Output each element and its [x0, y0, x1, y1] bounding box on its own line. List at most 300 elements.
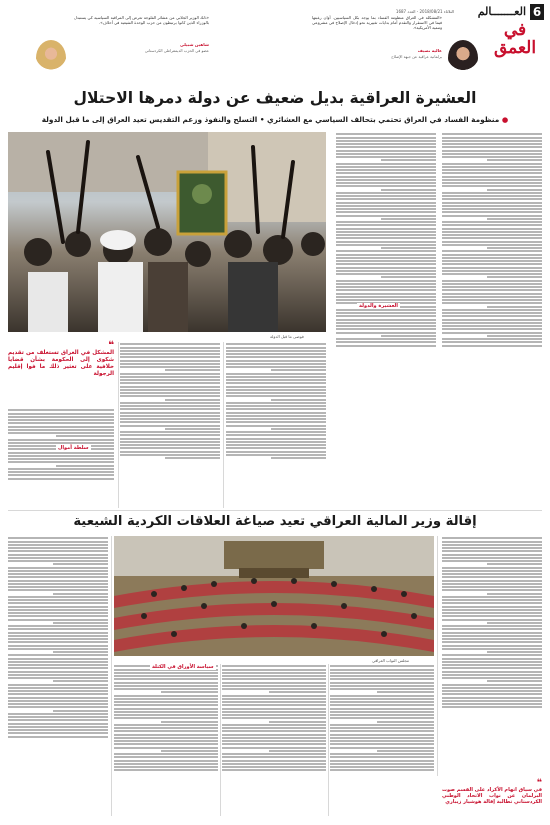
text-line [330, 685, 434, 687]
pullquote-1-text: المشكل في العراق تستغلف من تقديم شكوى إلى الحكومة بشأن قضايا خلافية على تعثير ذلك ما فوا إقليم الرجولة [8, 350, 114, 377]
text-line [336, 260, 436, 262]
text-line [442, 684, 542, 686]
text-line [226, 431, 326, 433]
text-line [336, 319, 436, 321]
text-line [330, 766, 434, 768]
text-line [114, 695, 218, 697]
text-line [442, 589, 542, 591]
text-line [442, 641, 542, 643]
text-line [8, 409, 114, 411]
text-line [336, 169, 436, 171]
text-line [442, 554, 542, 556]
pullquote-1 [8, 342, 114, 378]
text-line [442, 215, 542, 217]
text-line [336, 341, 436, 343]
text-line [442, 338, 542, 340]
text-line [381, 159, 436, 161]
text-line [222, 669, 326, 671]
section-word-1: في [503, 20, 527, 40]
text-line [226, 425, 326, 427]
text-line [8, 576, 108, 578]
text-line [336, 312, 436, 314]
text-line [114, 682, 218, 684]
text-line [442, 661, 542, 663]
text-line [336, 192, 436, 194]
text-line [8, 413, 114, 415]
text-line [442, 143, 542, 145]
text-line [120, 366, 220, 368]
text-line [120, 360, 220, 362]
text-line [442, 150, 542, 152]
text-line [336, 332, 436, 334]
text-line [330, 672, 434, 674]
text-line [336, 198, 436, 200]
text-line [226, 444, 326, 446]
text-line [442, 315, 542, 317]
text-line [442, 602, 542, 604]
text-line [53, 622, 108, 624]
text-line [442, 169, 542, 171]
text-line [120, 363, 220, 365]
text-line [442, 312, 542, 314]
text-line [442, 596, 542, 598]
section-heading-2: سلطة أموال [58, 445, 89, 451]
second-body-column-4 [114, 664, 218, 816]
text-line [442, 273, 542, 275]
text-line [120, 376, 220, 378]
text-line [442, 299, 542, 301]
text-line [222, 724, 326, 726]
second-body-column-1 [442, 536, 542, 776]
second-body-column-2 [330, 664, 434, 816]
text-line [336, 338, 436, 340]
section-title [486, 22, 544, 57]
text-line [442, 677, 542, 679]
text-line [8, 442, 114, 444]
text-line [336, 133, 436, 135]
text-line [381, 247, 436, 249]
text-line [56, 465, 114, 467]
text-line [8, 638, 108, 640]
text-line [222, 704, 326, 706]
text-line [330, 727, 434, 729]
text-line [442, 241, 542, 243]
text-line [336, 257, 436, 259]
text-line [442, 573, 542, 575]
text-line [336, 211, 436, 213]
text-line [8, 422, 114, 424]
text-line [442, 567, 542, 569]
text-line [222, 675, 326, 677]
text-line [442, 228, 542, 230]
text-line [442, 345, 542, 347]
text-line [442, 632, 542, 634]
text-line [330, 756, 434, 758]
column-divider [437, 536, 438, 776]
text-line [8, 736, 108, 738]
text-line [8, 690, 108, 692]
text-line [442, 263, 542, 265]
text-line [8, 726, 108, 728]
text-line [8, 455, 114, 457]
text-line [114, 763, 218, 765]
text-line [8, 560, 108, 562]
text-line [120, 405, 220, 407]
text-line [8, 583, 108, 585]
text-line [442, 544, 542, 546]
text-line [336, 202, 436, 204]
text-line [336, 250, 436, 252]
text-line [120, 353, 220, 355]
text-line [114, 737, 218, 739]
text-line [330, 743, 434, 745]
text-line [271, 457, 326, 459]
text-line [442, 700, 542, 702]
sub-headline-text: منظومة الفساد في العراق تحتمي بتحالف السياسي مع العشائري • التسلح والنفوذ وزعم التقديس تعيد العراق إلى ما قبل الدولة [41, 115, 500, 124]
text-line [330, 769, 434, 771]
text-line [8, 716, 108, 718]
text-line [114, 740, 218, 742]
text-line [442, 537, 542, 539]
text-line [226, 353, 326, 355]
text-line [336, 224, 436, 226]
text-line [114, 678, 218, 680]
text-line [8, 452, 114, 454]
text-line [442, 580, 542, 582]
text-line [222, 743, 326, 745]
text-line [442, 664, 542, 666]
text-line [226, 421, 326, 423]
text-line [222, 698, 326, 700]
text-line [442, 137, 542, 139]
text-line [336, 231, 436, 233]
text-line [120, 444, 220, 446]
text-line [120, 389, 220, 391]
text-line [442, 254, 542, 256]
body-column-2 [336, 132, 436, 432]
text-line [8, 612, 108, 614]
text-line [336, 166, 436, 168]
text-line [442, 576, 542, 578]
text-line [222, 766, 326, 768]
text-line [487, 218, 542, 220]
text-line [226, 392, 326, 394]
text-line [8, 700, 108, 702]
text-line [442, 671, 542, 673]
pullquote-1-mark: ❝ [108, 340, 114, 351]
quote-left: «ذلك الوزير الجلابي من عشائر الفلوجة تعرض إلى المراقبة السياسية كي يستبدل بالوزراء الذين كانوا يرتبطون من حزب الوحدة الشيعية في أحلاف». [74, 15, 209, 25]
text-line [120, 434, 220, 436]
text-line [56, 435, 114, 437]
text-line [222, 695, 326, 697]
text-line [226, 389, 326, 391]
text-line [8, 697, 108, 699]
text-line [222, 737, 326, 739]
text-line [222, 708, 326, 710]
page-number: 6 [532, 5, 542, 19]
text-line [336, 234, 436, 236]
text-line [336, 205, 436, 207]
column-divider [118, 342, 119, 508]
text-line [442, 221, 542, 223]
text-line [442, 619, 542, 621]
text-line [442, 192, 542, 194]
text-line [442, 635, 542, 637]
text-line [336, 163, 436, 165]
text-line [120, 392, 220, 394]
text-line [120, 421, 220, 423]
text-line [442, 557, 542, 559]
text-line [120, 431, 220, 433]
text-line [8, 619, 108, 621]
text-line [8, 602, 108, 604]
text-line [53, 651, 108, 653]
text-line [269, 721, 326, 723]
text-line [336, 296, 436, 298]
text-line [226, 386, 326, 388]
text-line [330, 708, 434, 710]
text-line [222, 717, 326, 719]
text-line [53, 680, 108, 682]
text-line [114, 714, 218, 716]
text-line [222, 763, 326, 765]
text-line [442, 674, 542, 676]
text-line [442, 146, 542, 148]
text-line [8, 416, 114, 418]
text-line [442, 280, 542, 282]
text-line [226, 360, 326, 362]
text-line [161, 721, 218, 723]
text-line [442, 667, 542, 669]
text-line [487, 159, 542, 161]
text-line [120, 418, 220, 420]
text-line [442, 628, 542, 630]
author-photo-left [36, 40, 66, 76]
text-line [330, 698, 434, 700]
text-line [442, 202, 542, 204]
text-line [336, 299, 436, 301]
text-line [442, 325, 542, 327]
text-line [120, 395, 220, 397]
text-line [330, 763, 434, 765]
text-line [114, 743, 218, 745]
text-line [330, 740, 434, 742]
text-line [114, 760, 218, 762]
text-line [330, 760, 434, 762]
text-line [487, 563, 542, 565]
text-line [487, 335, 542, 337]
text-line [8, 586, 108, 588]
text-line [336, 146, 436, 148]
text-line [114, 747, 218, 749]
second-body-column-3 [222, 664, 326, 816]
text-line [8, 693, 108, 695]
text-line [336, 289, 436, 291]
text-line [8, 429, 114, 431]
text-line [165, 399, 220, 401]
text-line [442, 606, 542, 608]
text-line [330, 737, 434, 739]
text-line [442, 140, 542, 142]
text-line [8, 641, 108, 643]
text-line [8, 625, 108, 627]
text-line [8, 474, 114, 476]
text-line [8, 426, 114, 428]
text-line [336, 153, 436, 155]
text-line [120, 415, 220, 417]
parliament-photo-caption: مجلس النواب العراقي [372, 658, 409, 663]
text-line [442, 224, 542, 226]
text-line [226, 454, 326, 456]
text-line [271, 428, 326, 430]
text-line [226, 350, 326, 352]
text-line [161, 691, 218, 693]
text-line [442, 289, 542, 291]
text-line [377, 750, 434, 752]
text-line [165, 457, 220, 459]
text-line [8, 677, 108, 679]
main-photo-caption: فوضى ما قبل الدولة [270, 334, 304, 339]
text-line [226, 366, 326, 368]
text-line [336, 267, 436, 269]
text-line [442, 286, 542, 288]
text-line [442, 179, 542, 181]
text-line [487, 189, 542, 191]
second-body-column-5 [8, 536, 108, 816]
text-line [381, 189, 436, 191]
text-line [114, 675, 218, 677]
text-line [8, 544, 108, 546]
text-line [336, 283, 436, 285]
text-line [442, 328, 542, 330]
text-line [336, 179, 436, 181]
text-line [120, 447, 220, 449]
text-line [336, 150, 436, 152]
text-line [226, 347, 326, 349]
text-line [8, 478, 114, 480]
text-line [114, 704, 218, 706]
text-line [120, 347, 220, 349]
text-line [442, 615, 542, 617]
text-line [487, 306, 542, 308]
text-line [442, 133, 542, 135]
text-line [377, 691, 434, 693]
text-line [442, 541, 542, 543]
text-line [442, 648, 542, 650]
text-line [222, 769, 326, 771]
text-line [8, 439, 114, 441]
text-line [8, 432, 114, 434]
text-line [269, 750, 326, 752]
text-line [8, 723, 108, 725]
text-line [442, 257, 542, 259]
text-line [114, 724, 218, 726]
text-line [330, 747, 434, 749]
text-line [53, 710, 108, 712]
text-line [336, 322, 436, 324]
text-line [8, 573, 108, 575]
text-line [336, 237, 436, 239]
text-line [161, 750, 218, 752]
text-line [442, 706, 542, 708]
main-headline: العشيرة العراقية بديل ضعيف عن دولة دمرها الاحتلال [73, 89, 477, 107]
column-divider [111, 536, 112, 816]
quote-right: «المشكلة في العراق منظومة الفساد بما يوجد بكل السياسيين. أوان رغبتها فيما في الاستقرار والتقدم أمام بدايات تغييرية نحو إدخال الإصلاح في مشروعي وتنمية الأمريكية». [312, 15, 442, 30]
text-line [336, 286, 436, 288]
text-line [442, 645, 542, 647]
text-line [442, 195, 542, 197]
text-line [114, 708, 218, 710]
body-column-5 [8, 408, 114, 508]
text-line [336, 221, 436, 223]
text-line [8, 547, 108, 549]
text-line [114, 734, 218, 736]
text-line [336, 195, 436, 197]
text-line [330, 669, 434, 671]
text-line [442, 244, 542, 246]
text-line [442, 153, 542, 155]
text-line [330, 714, 434, 716]
text-line [330, 665, 434, 667]
text-line [487, 276, 542, 278]
text-line [269, 691, 326, 693]
text-line [336, 241, 436, 243]
text-line [8, 713, 108, 715]
text-line [442, 176, 542, 178]
text-line [336, 293, 436, 295]
text-line [336, 328, 436, 330]
text-line [120, 451, 220, 453]
text-line [226, 379, 326, 381]
text-line [330, 724, 434, 726]
text-line [53, 563, 108, 565]
text-line [271, 369, 326, 371]
text-line [442, 166, 542, 168]
text-line [442, 599, 542, 601]
text-line [442, 638, 542, 640]
text-line [442, 231, 542, 233]
text-line [487, 680, 542, 682]
text-line [8, 635, 108, 637]
text-line [8, 729, 108, 731]
text-line [114, 753, 218, 755]
text-line [381, 218, 436, 220]
text-line [8, 732, 108, 734]
column-divider [220, 664, 221, 816]
text-line [226, 438, 326, 440]
text-line [226, 363, 326, 365]
text-line [8, 596, 108, 598]
story-separator [8, 510, 542, 511]
text-line [8, 667, 108, 669]
text-line [222, 756, 326, 758]
text-line [8, 554, 108, 556]
text-line [442, 332, 542, 334]
text-line [8, 706, 108, 708]
text-line [226, 418, 326, 420]
text-line [442, 625, 542, 627]
text-line [120, 425, 220, 427]
bullet-icon: ● [501, 115, 509, 124]
text-line [330, 688, 434, 690]
text-line [8, 661, 108, 663]
text-line [8, 419, 114, 421]
text-line [336, 140, 436, 142]
text-line [222, 685, 326, 687]
text-line [8, 671, 108, 673]
text-line [165, 369, 220, 371]
text-line [442, 267, 542, 269]
